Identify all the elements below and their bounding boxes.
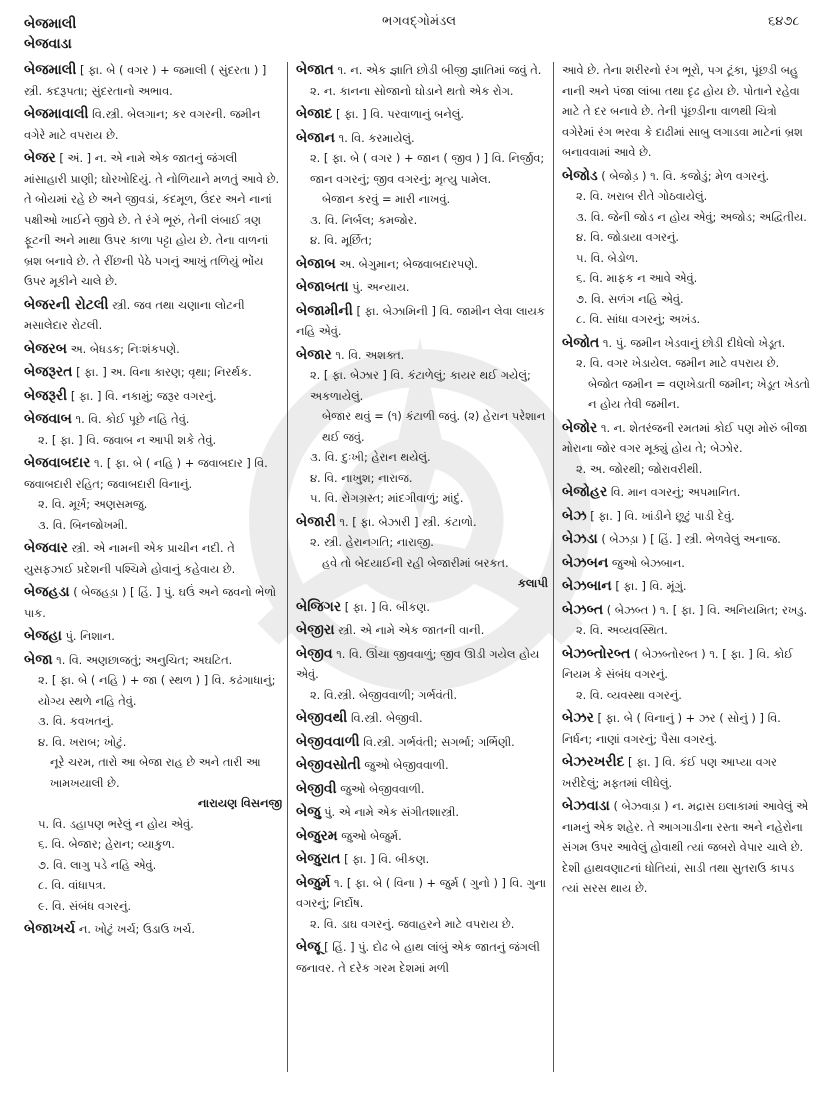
citation-source: કલાપી bbox=[517, 576, 548, 590]
sense: ૩. વિ. દુઃખી; હેરાન થયેલું. bbox=[310, 450, 431, 464]
definition: [ ફા. ] વિ. બીકણ. bbox=[344, 599, 430, 614]
usage-phrase: બેજાર થવું = (૧) કંટાળી જવું. (૨) હેરાન પરેશાન થઈ જવું. bbox=[322, 409, 546, 444]
sense: ૪. વિ. ખરાબ; ખોટું. bbox=[38, 734, 127, 749]
dictionary-entry bbox=[296, 254, 548, 275]
definition: પું. અન્યાય. bbox=[352, 280, 410, 294]
sense: ૪. વિ. જોડાયા વગરનું. bbox=[576, 230, 680, 244]
sense: ૨. [ ફા. બે ( નહિ ) + જા ( સ્થળ ) ] વિ. કઢંગાધાનું; યોગ્ય સ્થળે નહિ તેવું. bbox=[38, 673, 276, 708]
headword: બેજવાર bbox=[24, 540, 68, 556]
sense: ૨. [ ફા. બે ( વગર ) + જાન ( જીવ ) ] વિ. નિર્જીવ; જાન વગરનું; જીવ વગરનું; મૃત્યુ પામેલ. bbox=[310, 151, 545, 186]
dictionary-entry bbox=[296, 128, 548, 251]
dictionary-entry bbox=[562, 576, 812, 597]
definition: [ અં. ] ન. એ નામે એક જાતનું જંગલી માંસાહારી પ્રાણી; ઘોરખોદિયું. તે નોળિયાને મળતું આવે છે. તે બોયમાં રહે છે અને જીવડાં, કંદમૂળ, ઉંદર અને નાનાં પક્ષીઓ ખાઈને જીવે છે. તે રંગે ભૂરું, તેની લંબાઈ ત્રણ ફૂટની અને માથા ઉપર કાળા પટ્ટા હોય છે. તેના વાળનાં બ્રશ બનાવે છે. તે રીંછની પેઠે પગનું આખું તળિયું ભોંય ઉપર મૂકીને ચાલે છે. bbox=[24, 151, 280, 288]
headword: બેજાન bbox=[296, 129, 335, 146]
headword: બેઝરખરીદ bbox=[562, 754, 625, 770]
usage-phrase: બેજાન કરવું = મારી નાખવું. bbox=[322, 192, 451, 206]
sense: ૨. વિ. ખરાબ રીતે ગોઠવાયેલું. bbox=[576, 189, 708, 203]
definition: આવે છે. તેના શરીરનો રંગ ભૂરો, પગ ટૂંકા, પૂંછડી બહુ નાની અને પંજા લાંબા તથા દૃઢ હોય છે. પોતાને રહેવા માટે તે દર બનાવે છે. તેની પૂંછડીના વાળથી ચિત્રો વગેરેમાં રંગ ભરવા કે દાઢીમાં સાબુ લગાડવા માટેનાં બ્રશ બનાવવામાં આવે છે. bbox=[562, 63, 803, 159]
headword: બેજોહર bbox=[562, 484, 608, 500]
sense: ૯. વિ. સંબંધ વગરનું. bbox=[38, 898, 132, 913]
sense: ૪. વિ. નાખુશ; નારાજ. bbox=[310, 470, 413, 485]
dictionary-entry bbox=[296, 873, 548, 935]
sense: ૫. વિ. ડહાપણ ભરેલું ન હોય એવું. bbox=[38, 816, 194, 831]
definition: [ હિં. ] પું. દોઢ બે હાથ લાંબું એક જાતનું જંગલી જનાવર. તે દરેક ગરમ દેશમાં મળી bbox=[296, 940, 540, 975]
definition: સ્ત્રી. એ નામની એક પ્રાચીન નદી. તે યુસફઝાઈ પ્રદેશની પશ્ચિમે હોવાનું કહેવાય છે. bbox=[24, 541, 236, 576]
definition: જુઓ બેઝબાન. bbox=[611, 555, 685, 570]
headword: બેજરની રોટલી bbox=[24, 296, 109, 313]
dictionary-entry bbox=[296, 345, 548, 509]
column-1 bbox=[24, 60, 282, 943]
headword: બેજીવવાળી bbox=[296, 733, 360, 750]
definition: વિ. માન વગરનું; અપમાનિત. bbox=[610, 485, 741, 499]
headword: બેજીવ bbox=[296, 645, 333, 662]
sense: ૨. અ. જોરથી; જોરાવરીથી. bbox=[576, 461, 703, 476]
headword: બેજૂ bbox=[296, 939, 321, 955]
sense: ૩. વિ. નિર્બલ; કમજોર. bbox=[310, 212, 418, 227]
definition: વિ.સ્ત્રી. ગર્ભવંતી; સગર્ભા; ગર્ભિણી. bbox=[363, 734, 515, 749]
definition: ( બેજોડ઼ ) ૧. વિ. કજોડું; મેળ વગરનું. bbox=[601, 168, 770, 183]
headword: બેજવાબદાર bbox=[24, 455, 91, 471]
sense: ૩. વિ. કવખતનું. bbox=[38, 714, 114, 728]
dictionary-entry bbox=[24, 362, 282, 383]
definition: [ ફા. બે ( વિનાનું ) + ઝર ( સોનું ) ] વિ. નિર્ધન; નાણાં વગરનું; પૈસા વગરનું. bbox=[562, 711, 781, 746]
guide-word-first: બેજમાલી bbox=[24, 16, 77, 32]
citation-quote: હવે તો બેદયાઈની રહી બેજારીમાં બરકત. bbox=[322, 555, 509, 570]
running-title: ભગવદ્ગોમંડલ bbox=[382, 14, 457, 29]
dictionary-entry bbox=[296, 708, 548, 729]
headword: બેઝર bbox=[562, 710, 594, 726]
headword: બેજાબતા bbox=[296, 279, 349, 295]
headword: બેજીવી bbox=[296, 780, 337, 797]
dictionary-entry bbox=[24, 148, 282, 292]
column-2 bbox=[296, 60, 548, 981]
dictionary-entry bbox=[562, 553, 812, 574]
dictionary-entry bbox=[296, 802, 548, 823]
definition: ૧. ન. એક જ્ઞાતિ છોડી બીજી જ્ઞાતિમાં જવું તે. bbox=[337, 63, 542, 77]
sense: ૮. વિ. વાંધાપત્ર. bbox=[38, 878, 106, 892]
sense: ૩. વિ. જેની જોડ ન હોય એવું; અજોડ; અદ્વિતીય. bbox=[576, 209, 807, 224]
sense: ૬. વિ. માફક ન આવે એવું. bbox=[576, 271, 698, 285]
dictionary-entry bbox=[562, 60, 812, 163]
dictionary-entry bbox=[562, 418, 812, 480]
definition: ૧. વિ. અશક્ત. bbox=[335, 347, 405, 362]
dictionary-entry bbox=[24, 60, 282, 101]
definition: ( બેજહડ઼ા ) [ હિં. ] પું. ઘઉં અને જવનો ભેળો પાક. bbox=[24, 585, 277, 620]
dictionary-entry bbox=[24, 409, 282, 450]
dictionary-entry bbox=[296, 512, 548, 594]
headword: બેજવાબ bbox=[24, 411, 72, 427]
sense: ૨. વિ. ડાઘ વગરનું. જવાહરને માટે વપરાય છે. bbox=[310, 916, 515, 931]
dictionary-entry bbox=[562, 708, 812, 749]
headword: બેજીવથી bbox=[296, 710, 348, 726]
headword: બેજહા bbox=[24, 628, 62, 644]
definition: ૧. [ ફા. બે ( નહિ ) + જવાબદાર ] વિ. જવાબદારી રહિત; જવાબદારી વિનાનું. bbox=[24, 456, 268, 491]
definition: ( બેઝવાડ઼ા ) ન. મદ્રાસ ઇલાકામાં આવેલું એ નામનું એક શહેર. તે આગગાડીના રસ્તા અને નહેરોના સંગમ ઉપર આવેલું હોવાથી ત્યાં જબરો વેપાર ચાલે છે. દેશી હાથવણાટનાં ધોતિયાં, સાડી તથા સુતરાઉ કાપડ ત્યાં સરસ થાય છે. bbox=[562, 799, 809, 895]
dictionary-entry bbox=[296, 301, 548, 342]
headword: બેજુર્મ bbox=[296, 874, 331, 891]
sense: ૭. વિ. લાગુ પડે નહિ એવું. bbox=[38, 857, 157, 872]
definition: ન. ખોટું ખર્ચ; ઉડાઉ ખર્ચ. bbox=[78, 922, 195, 936]
definition: ૧. ન. શેતરંજની રમતમાં કોઈ પણ મોરું બીજા મોરાના જોર વગર મૂક્યું હોય તે; બેઝોર. bbox=[562, 420, 808, 455]
definition: ( બેઝબ્તોરબ્ત ) ૧. [ ફા. ] વિ. કોઈ નિયમ કે સંબંધ વગરનું. bbox=[562, 646, 794, 681]
definition: પું. એ નામે એક સંગીતશાસ્ત્રી. bbox=[324, 805, 460, 819]
headword: બેજા bbox=[24, 651, 53, 668]
definition: જુઓ બેજુર્મ. bbox=[341, 828, 402, 843]
dictionary-entry bbox=[296, 620, 548, 641]
dictionary-entry bbox=[296, 60, 548, 101]
definition: [ ફા. ] વિ. મૂંગું. bbox=[615, 579, 687, 593]
definition: ૧. વિ. ઊંચા જીવવાળું; જીવ ઊડી ગયેલ હોય એવું. bbox=[296, 646, 540, 681]
headword: બેજાદ bbox=[296, 106, 333, 122]
dictionary-entry bbox=[296, 755, 548, 776]
definition: [ ફા. ] વિ. કંઈ પણ આપ્યા વગર ખરીદેલું; મફતમાં લીધેલું. bbox=[562, 755, 777, 790]
sense: ૨. ન. કાનના સોજાનો ઘોડાને થતો એક રોગ. bbox=[310, 83, 514, 98]
definition: ૧. વિ. અણછાજતું; અનુચિત; અઘટિત. bbox=[56, 652, 233, 667]
dictionary-entry bbox=[296, 937, 548, 978]
headword: બેજમાલી bbox=[24, 62, 77, 78]
definition: જુઓ બેજીવવાળી. bbox=[364, 758, 449, 772]
citation-source: નારાયણ વિસનજી bbox=[197, 796, 282, 810]
headword: બેજરબ bbox=[24, 340, 67, 357]
dictionary-entry bbox=[296, 277, 548, 298]
dictionary-entry bbox=[24, 919, 282, 940]
citation-quote: નૂરે ચરમ, તારો આ બેજા રાહ છે અને તારી આ ખામખયાલી છે. bbox=[50, 755, 261, 790]
dictionary-entry bbox=[24, 339, 282, 360]
headword: બેજારી bbox=[296, 513, 336, 530]
definition: [ ફા. બેઝામિની ] વિ. જામીન લેવા લાયક નહિ એવું. bbox=[296, 303, 545, 338]
headword: બેજરૂરી bbox=[24, 387, 68, 404]
dictionary-entry bbox=[24, 453, 282, 535]
dictionary-entry bbox=[296, 732, 548, 753]
sense: ૩. વિ. બિનજોખમી. bbox=[38, 517, 128, 532]
dictionary-entry bbox=[24, 626, 282, 647]
dictionary-entry bbox=[24, 295, 282, 336]
dictionary-entry bbox=[562, 529, 812, 550]
sense: ૬. વિ. બેજાર; હેરાન; વ્યાકુળ. bbox=[38, 837, 175, 851]
headword: બેજમાવાલી bbox=[24, 106, 89, 122]
headword: બેઝબ્ત bbox=[562, 601, 604, 618]
sense: ૨. વિ.સ્ત્રી. બેજીવવાળી; ગર્ભવંતી. bbox=[310, 687, 458, 702]
headword: બેજોડ bbox=[562, 167, 598, 184]
headword: બેજીરા bbox=[296, 622, 335, 638]
headword: બેજીવસોતી bbox=[296, 757, 361, 773]
headword: બેજોત bbox=[562, 334, 600, 351]
definition: [ ફા. બે ( વગર ) + જમાલી ( સુંદરતા ) ] સ્ત્રી. કદરૂપતા; સુંદરતાનો અભાવ. bbox=[24, 63, 267, 98]
definition: અ. બેધડક; નિઃશંકપણે. bbox=[70, 341, 180, 356]
headword: બેજુરમ bbox=[296, 827, 338, 844]
dictionary-entry bbox=[24, 582, 282, 623]
guide-word-last: બેજવાડા bbox=[24, 36, 72, 52]
dictionary-entry bbox=[24, 538, 282, 579]
headword: બેજરૂરત bbox=[24, 364, 73, 380]
dictionary-entry bbox=[296, 779, 548, 800]
sense: ૪. વિ. મૂર્છિત; bbox=[310, 233, 373, 247]
sense: ૨. [ ફા. બેઝાર ] વિ. કંટાળેલું; કાયર થઈ ગયેલું; અકળાયેલું. bbox=[310, 368, 531, 403]
page-number: ૬૪૭૮ bbox=[768, 14, 800, 29]
dictionary-entry bbox=[296, 849, 548, 870]
dictionary-entry bbox=[562, 506, 812, 527]
headword: બેજામીની bbox=[296, 302, 353, 319]
definition: ૧. [ ફા. બેઝારી ] સ્ત્રી. કંટાળો. bbox=[339, 514, 477, 529]
headword: બેજાબ bbox=[296, 255, 336, 272]
dictionary-entry bbox=[562, 600, 812, 641]
guide-words bbox=[24, 14, 76, 54]
dictionary-entry bbox=[296, 644, 548, 706]
sense: ૫. વિ. બેડોળ. bbox=[576, 250, 639, 265]
dictionary-entry bbox=[24, 650, 282, 917]
dictionary-entry bbox=[562, 644, 812, 706]
definition: [ ફા. ] વિ. ખાંડીને છૂટું પાડી દેવું. bbox=[590, 508, 735, 523]
definition: ૧. [ ફા. બે ( વિના ) + જુર્મ ( ગુનો ) ] વિ. ગુના વગરનું; નિર્દોષ. bbox=[296, 875, 547, 910]
definition: [ ફા. ] વિ. નકામું; જરૂર વગરનું. bbox=[70, 388, 217, 403]
dictionary-entry bbox=[562, 752, 812, 793]
dictionary-entry bbox=[562, 482, 812, 503]
sense: ૨. વિ. અવ્યવસ્થિત. bbox=[576, 623, 668, 637]
headword: બેઝ bbox=[562, 507, 587, 524]
dictionary-columns bbox=[0, 60, 825, 1102]
dictionary-entry bbox=[562, 166, 812, 330]
headword: બેજુ bbox=[296, 804, 321, 820]
dictionary-entry bbox=[296, 826, 548, 847]
definition: પું. નિશાન. bbox=[65, 629, 115, 643]
dictionary-entry bbox=[296, 104, 548, 125]
sense: ૨. વિ. વ્યવસ્થા વગરનું. bbox=[576, 687, 682, 702]
sense: ૭. વિ. સળંગ નહિ એવું. bbox=[576, 291, 684, 306]
headword: બેજિગર bbox=[296, 598, 342, 615]
definition: ( બેઝબ્ત ) ૧. [ ફા. ] વિ. અનિયમિત; રખડુ. bbox=[606, 602, 808, 617]
headword: બેજોર bbox=[562, 419, 598, 436]
page-header bbox=[0, 0, 825, 58]
definition: [ ફા. ] વિ. પરવાળાનું બનેલું. bbox=[336, 107, 465, 121]
definition: અ. બેગુમાન; બેજવાબદારપણે. bbox=[339, 256, 478, 271]
dictionary-entry bbox=[296, 597, 548, 618]
definition: ૧. વિ. કોઈ પૂછે નહિ તેવું. bbox=[75, 412, 190, 426]
headword: બેજાખર્ચ bbox=[24, 921, 76, 937]
dictionary-entry bbox=[562, 796, 812, 899]
headword: બેઝબ્તોરબ્ત bbox=[562, 645, 631, 662]
definition: ( બેઝડ઼ા ) [ હિં. ] સ્ત્રી. ભેળવેલું અનાજ. bbox=[601, 532, 781, 546]
sense: ૮. વિ. સાંધા વગરનું; અખંડ. bbox=[576, 312, 701, 326]
headword: બેજાત bbox=[296, 62, 334, 78]
definition: [ ફા. ] અ. વિના કારણ; વૃથા; નિરર્થક. bbox=[76, 365, 252, 379]
definition: [ ફા. ] વિ. બીકણ. bbox=[344, 852, 430, 866]
usage-phrase: બેજોત જમીન = વણખેડાતી જમીન; ખેડૂત ખેડતો ન હોય તેવી જમીન. bbox=[588, 376, 810, 411]
dictionary-entry bbox=[562, 333, 812, 415]
headword: બેઝબાન bbox=[562, 578, 612, 594]
sense: ૨. સ્ત્રી. હેરાનગતિ; નારાજી. bbox=[310, 535, 434, 549]
sense: ૨. વિ. વગર ખેડાયેલ. જમીન માટે વપરાય છે. bbox=[576, 356, 780, 370]
definition: સ્ત્રી. જવ તથા ચણાના લોટની મસાલેદાર રોટલી. bbox=[24, 297, 245, 332]
headword: બેજુરાત bbox=[296, 851, 341, 867]
column-3 bbox=[562, 60, 812, 902]
definition: જુઓ બેજીવવાળી. bbox=[340, 781, 425, 796]
definition: વિ.સ્ત્રી. બેજીવી. bbox=[350, 711, 423, 725]
definition: ૧. પું. જમીન ખેડવાનું છોડી દીધેલો ખેડૂત. bbox=[602, 335, 786, 350]
sense: ૫. વિ. રોગગ્રસ્ત; માંદગીવાળું; માંદું. bbox=[310, 491, 464, 505]
headword: બેઝડા bbox=[562, 531, 598, 547]
headword: બેજાર bbox=[296, 346, 332, 363]
dictionary-entry bbox=[24, 104, 282, 145]
dictionary-entry bbox=[24, 386, 282, 407]
definition: વિ.સ્ત્રી. બેલગાન; કર વગરની. જમીન વગેરે માટે વપરાય છે. bbox=[24, 107, 261, 142]
headword: બેજર bbox=[24, 150, 56, 166]
definition: ૧. વિ. કરમાયેલું. bbox=[338, 130, 415, 145]
sense: ૨. [ ફા. ] વિ. જવાબ ન આપી શકે તેવું. bbox=[38, 432, 217, 447]
headword: બેઝવાડા bbox=[562, 798, 610, 814]
headword: બેઝબન bbox=[562, 554, 609, 571]
definition: સ્ત્રી. એ નામે એક જાતની વાની. bbox=[338, 623, 485, 637]
sense: ૨. વિ. મૂર્ખ; અણસમજુ. bbox=[38, 497, 148, 511]
headword: બેજહડા bbox=[24, 584, 70, 600]
